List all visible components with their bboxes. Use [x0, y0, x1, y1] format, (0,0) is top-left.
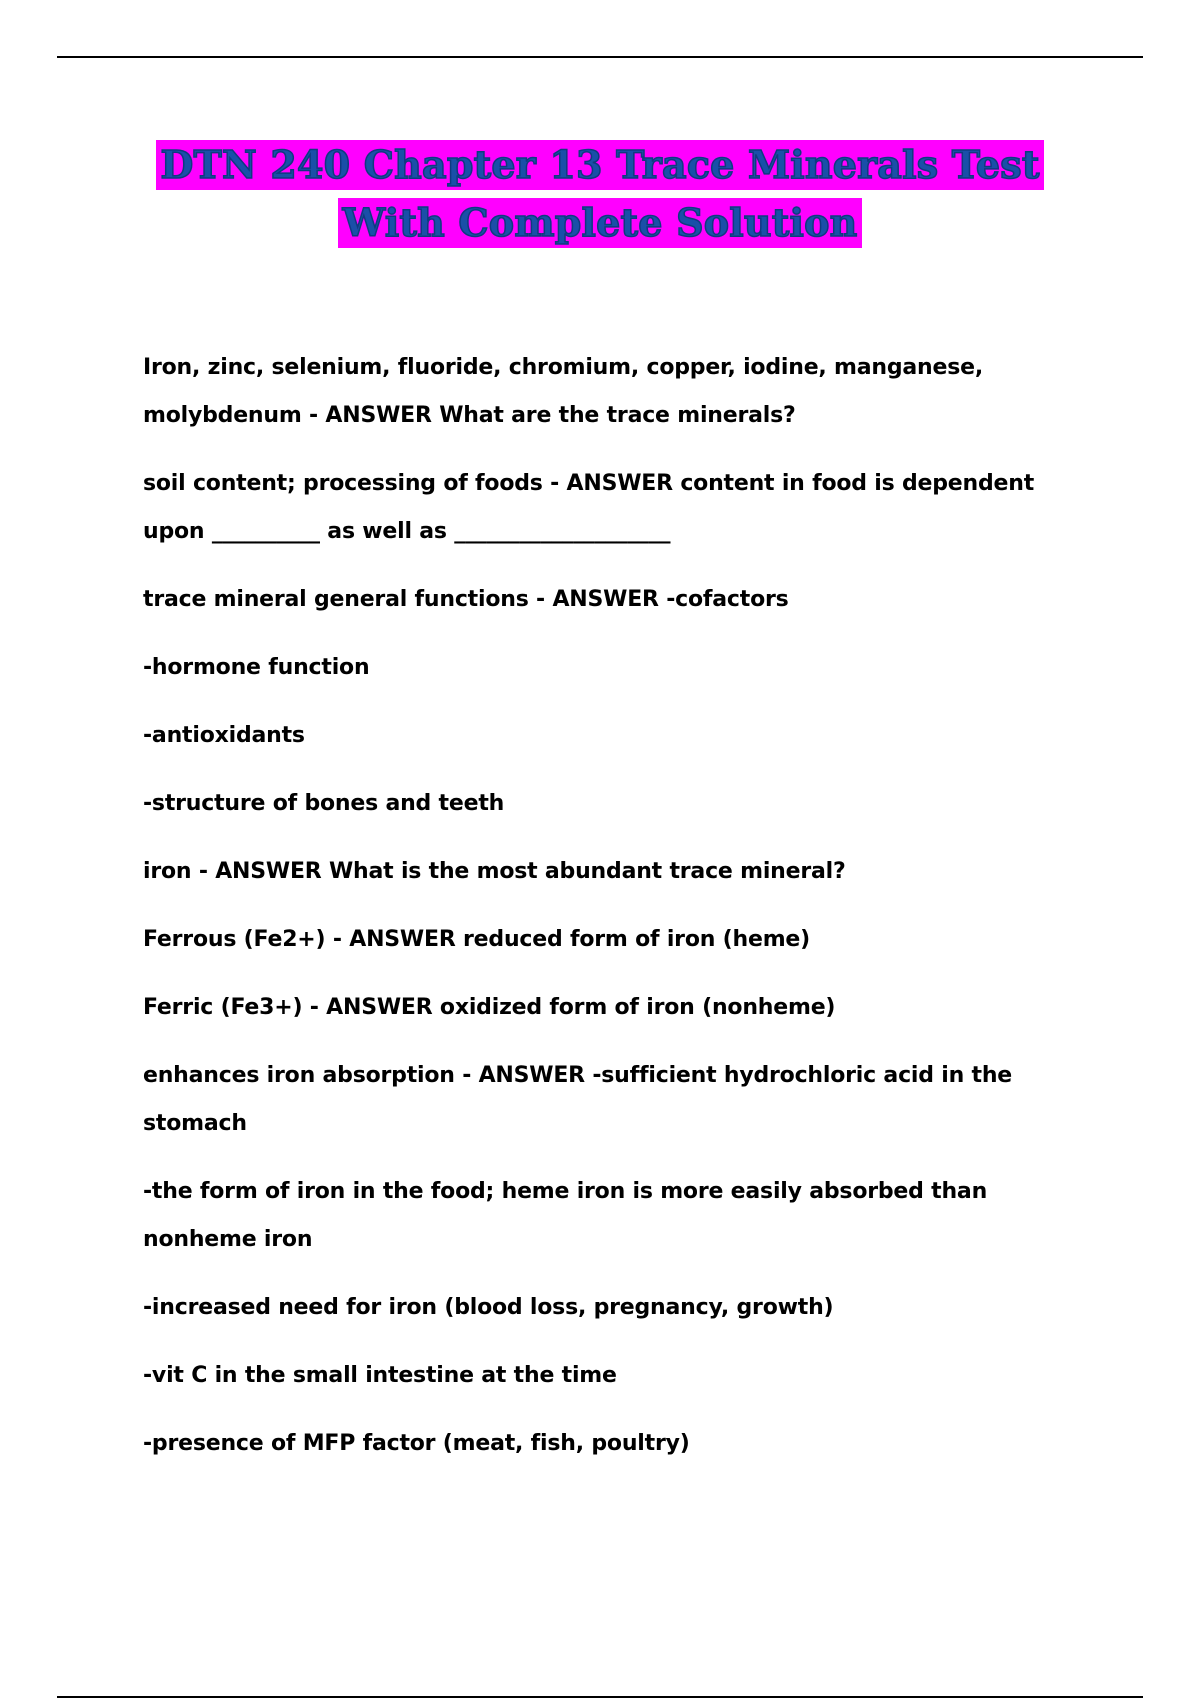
qa-entry: -antioxidants: [143, 723, 305, 748]
qa-entry: enhances iron absorption - ANSWER -sufficient hydrochloric acid in the stomach: [143, 1063, 1013, 1136]
header-rule: [57, 56, 1143, 58]
qa-entry: -presence of MFP factor (meat, fish, poultry): [143, 1431, 690, 1456]
footer-rule: [57, 1696, 1143, 1698]
qa-entry: -hormone function: [143, 655, 370, 680]
qa-entry: -structure of bones and teeth: [143, 791, 505, 816]
qa-entry: trace mineral general functions - ANSWER -cofactors: [143, 587, 789, 612]
document-title: [0, 140, 1200, 256]
qa-entry: soil content; processing of foods - ANSWER content in food is dependent upon __________ as well as ____________________: [143, 471, 1035, 544]
qa-entry: Ferric (Fe3+) - ANSWER oxidized form of iron (nonheme): [143, 995, 836, 1020]
qa-entry: Iron, zinc, selenium, fluoride, chromium, copper, iodine, manganese, molybdenum - ANSWER What are the trace minerals?: [143, 355, 984, 428]
qa-list: [143, 344, 1073, 1488]
title-line-2: With Complete Solution: [338, 198, 861, 248]
qa-entry: iron - ANSWER What is the most abundant trace mineral?: [143, 859, 846, 884]
qa-entry: -the form of iron in the food; heme iron is more easily absorbed than nonheme iron: [143, 1179, 988, 1252]
title-line-1: DTN 240 Chapter 13 Trace Minerals Test: [156, 140, 1043, 190]
qa-entry: Ferrous (Fe2+) - ANSWER reduced form of iron (heme): [143, 927, 810, 952]
qa-entry: -vit C in the small intestine at the time: [143, 1363, 617, 1388]
qa-entry: -increased need for iron (blood loss, pregnancy, growth): [143, 1295, 834, 1320]
